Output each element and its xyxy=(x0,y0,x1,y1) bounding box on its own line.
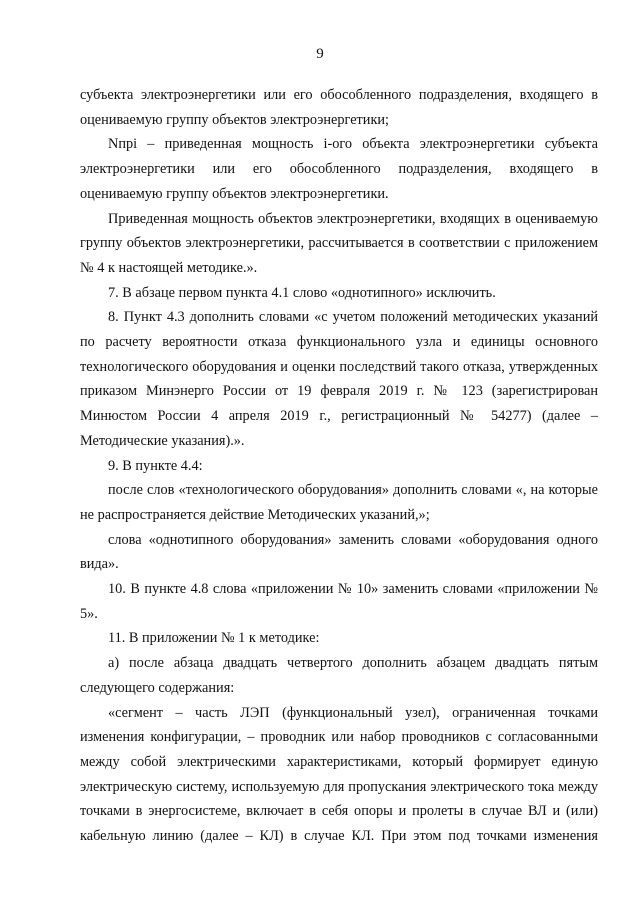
paragraph-segment-definition: «сегмент – часть ЛЭП (функциональный узел), ограниченная точками изменения конфигурации, – проводник или набор проводников с согласованными между собой электрическими характеристиками, который формирует единую электрическую систему, используемую для пропускания электрического тока между точками в энергосистеме, включает в себя опоры и пролеты в случае ВЛ и (или) кабельную линию (далее – КЛ) в случае КЛ. При этом под точками изменения xyxy=(80,704,598,845)
paragraph-item-11: 11. В приложении № 1 к методике: xyxy=(108,630,320,647)
paragraph-item-7: 7. В абзаце первом пункта 4.1 слово «однотипного» исключить. xyxy=(108,284,496,301)
paragraph-continuation: субъекта электроэнергетики или его обособленного подразделения, входящего в оцениваемую группу объектов электроэнергетики; xyxy=(80,87,598,128)
paragraph-item-9-b: слова «однотипного оборудования» заменить словами «оборудования одного вида». xyxy=(80,531,598,573)
paragraph-item-11-a: а) после абзаца двадцать четвертого дополнить абзацем двадцать пятым следующего содержания: xyxy=(80,655,598,696)
paragraph-item-9-a: после слов «технологического оборудования» дополнить словами «, на которые не распространяется действие Методических указаний,»; xyxy=(80,482,598,523)
paragraph-npri-definition: Nпрi – приведенная мощность i-ого объекта электроэнергетики субъекта электроэнергетики или его обособленного подразделения, входящего в оцениваемую группу объектов электроэнергетики. xyxy=(80,136,598,202)
document-body xyxy=(80,83,598,849)
paragraph-item-9: 9. В пункте 4.4: xyxy=(108,457,203,474)
page-number: 9 xyxy=(316,46,324,62)
paragraph-reduced-power: Приведенная мощность объектов электроэнергетики, входящих в оцениваемую группу объектов электроэнергетики, рассчитывается в соответствии с приложением № 4 к настоящей методике.». xyxy=(80,210,598,276)
paragraph-item-8: 8. Пункт 4.3 дополнить словами «с учетом положений методических указаний по расчету вероятности отказа функционального узла и единицы основного технологического оборудования и оценки последствий такого отказа, утвержденных приказом Минэнерго России от 19 февраля 2019 г. № 123 (зарегистрирован Минюстом России 4 апреля 2019 г., регистрационный № 54277) (далее – Методические указания).». xyxy=(80,309,598,449)
paragraph-item-10: 10. В пункте 4.8 слова «приложении № 10» заменить словами «приложении № 5». xyxy=(80,581,598,622)
